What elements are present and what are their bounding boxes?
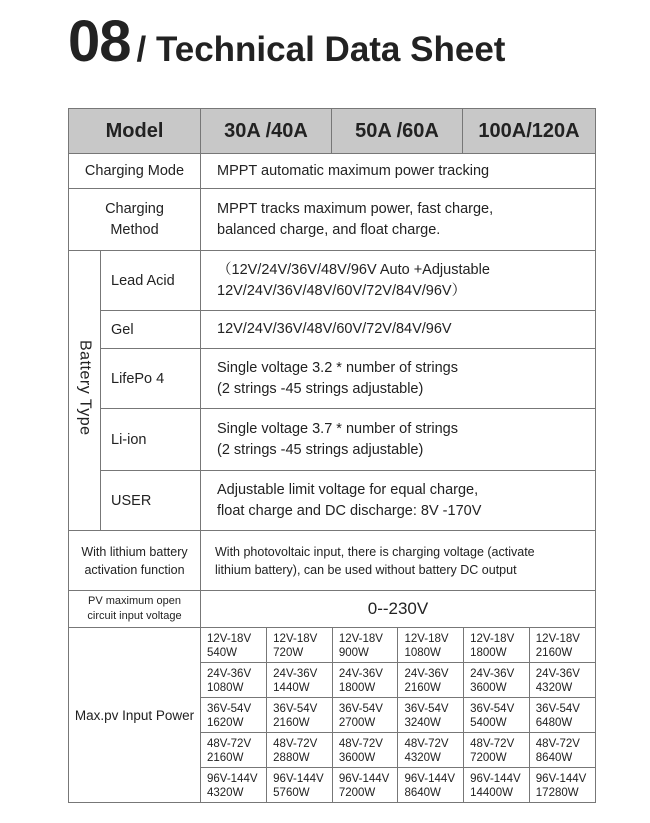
power-cell <box>464 733 530 768</box>
power-cell <box>529 698 595 733</box>
power-wattage: 4320W <box>404 751 441 764</box>
power-wattage: 3240W <box>404 716 441 729</box>
power-cell <box>464 698 530 733</box>
power-cell <box>464 628 530 663</box>
power-voltage-range: 48V-72V <box>535 737 580 750</box>
power-cell <box>529 768 595 803</box>
power-wattage: 1080W <box>404 646 441 659</box>
power-cell <box>201 733 267 768</box>
battery-value-li-ion: Single voltage 3.7 * number of strings (2 strings -45 strings adjustable) <box>201 409 596 471</box>
power-voltage-range: 48V-72V <box>273 737 318 750</box>
charging-method-value: MPPT tracks maximum power, fast charge, balanced charge, and float charge. <box>201 189 596 251</box>
lithium-activation-row <box>69 531 596 591</box>
power-voltage-range: 36V-54V <box>273 702 318 715</box>
power-cell <box>201 663 267 698</box>
power-cell <box>201 698 267 733</box>
power-voltage-range: 48V-72V <box>207 737 252 750</box>
power-voltage-range: 96V-144V <box>404 772 455 785</box>
power-wattage: 6480W <box>535 716 573 729</box>
power-wattage: 8640W <box>535 751 573 764</box>
battery-row-li-ion <box>69 409 596 471</box>
battery-value-lead-acid: （12V/24V/36V/48V/96V Auto +Adjustable 12V/24V/36V/48V/60V/72V/84V/96V） <box>201 251 596 311</box>
power-voltage-range: 36V-54V <box>535 702 580 715</box>
power-wattage: 900W <box>338 646 369 659</box>
power-wattage: 2160W <box>404 681 441 694</box>
power-cell <box>464 663 530 698</box>
battery-name-lead-acid: Lead Acid <box>101 251 201 311</box>
power-voltage-range: 12V-18V <box>207 632 252 645</box>
power-cell <box>464 768 530 803</box>
power-cell <box>398 663 464 698</box>
power-wattage: 2880W <box>273 751 310 764</box>
charging-mode-row <box>69 154 596 189</box>
power-row <box>201 733 595 768</box>
lithium-activation-label: With lithium battery activation function <box>69 531 201 591</box>
power-cell <box>267 628 333 663</box>
max-pv-power-grid <box>201 628 596 803</box>
power-voltage-range: 96V-144V <box>470 772 521 785</box>
power-voltage-range: 36V-54V <box>470 702 515 715</box>
power-voltage-range: 24V-36V <box>207 667 252 680</box>
power-row <box>201 628 595 663</box>
power-voltage-range: 24V-36V <box>535 667 580 680</box>
power-voltage-range: 24V-36V <box>273 667 318 680</box>
lithium-activation-value: With photovoltaic input, there is charging voltage (activate lithium battery), can be used without battery DC output <box>201 531 596 591</box>
power-wattage: 1800W <box>470 646 507 659</box>
power-voltage-range: 12V-18V <box>404 632 449 645</box>
battery-value-user: Adjustable limit voltage for equal charge, float charge and DC discharge: 8V -170V <box>201 471 596 531</box>
power-wattage: 7200W <box>470 751 507 764</box>
power-row <box>201 698 595 733</box>
power-cell <box>398 733 464 768</box>
pv-open-circuit-value: 0--230V <box>201 591 596 628</box>
power-voltage-range: 12V-18V <box>273 632 318 645</box>
power-row <box>201 663 595 698</box>
power-wattage: 1800W <box>338 681 376 694</box>
battery-name-li-ion: Li-ion <box>101 409 201 471</box>
power-voltage-range: 48V-72V <box>470 737 515 750</box>
battery-value-gel: 12V/24V/36V/48V/60V/72V/84V/96V <box>201 311 596 349</box>
power-voltage-range: 24V-36V <box>404 667 449 680</box>
battery-name-gel: Gel <box>101 311 201 349</box>
power-voltage-range: 12V-18V <box>470 632 515 645</box>
battery-name-lifepo4: LifePo 4 <box>101 349 201 409</box>
power-voltage-range: 24V-36V <box>470 667 515 680</box>
page-title <box>68 8 505 75</box>
max-pv-power-row <box>69 628 596 803</box>
header-100a-120a: 100A/120A <box>463 109 596 154</box>
battery-name-user: USER <box>101 471 201 531</box>
power-cell <box>201 768 267 803</box>
power-wattage: 1080W <box>207 681 244 694</box>
power-cell <box>201 628 267 663</box>
power-wattage: 3600W <box>470 681 507 694</box>
power-cell <box>398 768 464 803</box>
power-cell <box>267 663 333 698</box>
power-cell <box>332 698 398 733</box>
charging-mode-label: Charging Mode <box>69 154 201 189</box>
battery-row-gel <box>69 311 596 349</box>
battery-row-lead-acid <box>69 251 596 311</box>
power-cell <box>267 768 333 803</box>
power-wattage: 2700W <box>338 716 376 729</box>
power-voltage-range: 12V-18V <box>535 632 580 645</box>
power-wattage: 8640W <box>404 786 441 799</box>
power-wattage: 1620W <box>207 716 244 729</box>
header-row <box>69 109 596 154</box>
section-number: 08 <box>68 9 131 74</box>
power-voltage-range: 96V-144V <box>535 772 587 785</box>
charging-mode-value: MPPT automatic maximum power tracking <box>201 154 596 189</box>
power-voltage-range: 48V-72V <box>404 737 449 750</box>
power-voltage-range: 48V-72V <box>338 737 383 750</box>
power-voltage-range: 36V-54V <box>338 702 383 715</box>
battery-type-label: Battery Type <box>69 251 101 531</box>
power-wattage: 5760W <box>273 786 310 799</box>
power-wattage: 2160W <box>273 716 310 729</box>
battery-row-user <box>69 471 596 531</box>
max-pv-power-table <box>201 628 595 802</box>
technical-data-table <box>68 108 596 803</box>
pv-open-circuit-row <box>69 591 596 628</box>
charging-method-row <box>69 189 596 251</box>
power-row <box>201 768 595 803</box>
power-voltage-range: 36V-54V <box>207 702 252 715</box>
header-model: Model <box>69 109 201 154</box>
power-voltage-range: 96V-144V <box>207 772 258 785</box>
power-wattage: 17280W <box>535 786 579 799</box>
power-cell <box>267 733 333 768</box>
power-wattage: 720W <box>273 646 304 659</box>
power-cell <box>529 733 595 768</box>
power-wattage: 2160W <box>207 751 244 764</box>
power-cell <box>398 628 464 663</box>
power-wattage: 5400W <box>470 716 507 729</box>
power-wattage: 14400W <box>470 786 513 799</box>
power-voltage-range: 12V-18V <box>338 632 383 645</box>
power-cell <box>332 663 398 698</box>
power-voltage-range: 96V-144V <box>338 772 390 785</box>
power-cell <box>529 628 595 663</box>
power-cell <box>332 733 398 768</box>
power-cell <box>332 628 398 663</box>
power-voltage-range: 36V-54V <box>404 702 449 715</box>
power-voltage-range: 96V-144V <box>273 772 324 785</box>
max-pv-power-label: Max.pv Input Power <box>69 628 201 803</box>
power-wattage: 7200W <box>338 786 376 799</box>
power-wattage: 2160W <box>535 646 573 659</box>
section-title: / Technical Data Sheet <box>136 30 506 69</box>
power-wattage: 540W <box>207 646 238 659</box>
power-wattage: 4320W <box>535 681 573 694</box>
power-cell <box>332 768 398 803</box>
power-wattage: 1440W <box>273 681 310 694</box>
power-wattage: 3600W <box>338 751 376 764</box>
charging-method-label: Charging Method <box>69 189 201 251</box>
battery-row-lifepo4 <box>69 349 596 409</box>
header-30a-40a: 30A /40A <box>201 109 332 154</box>
pv-open-circuit-label: PV maximum open circuit input voltage <box>69 591 201 628</box>
power-voltage-range: 24V-36V <box>338 667 383 680</box>
power-cell <box>267 698 333 733</box>
power-cell <box>398 698 464 733</box>
battery-value-lifepo4: Single voltage 3.2 * number of strings (2 strings -45 strings adjustable) <box>201 349 596 409</box>
header-50a-60a: 50A /60A <box>332 109 463 154</box>
power-wattage: 4320W <box>207 786 244 799</box>
power-cell <box>529 663 595 698</box>
